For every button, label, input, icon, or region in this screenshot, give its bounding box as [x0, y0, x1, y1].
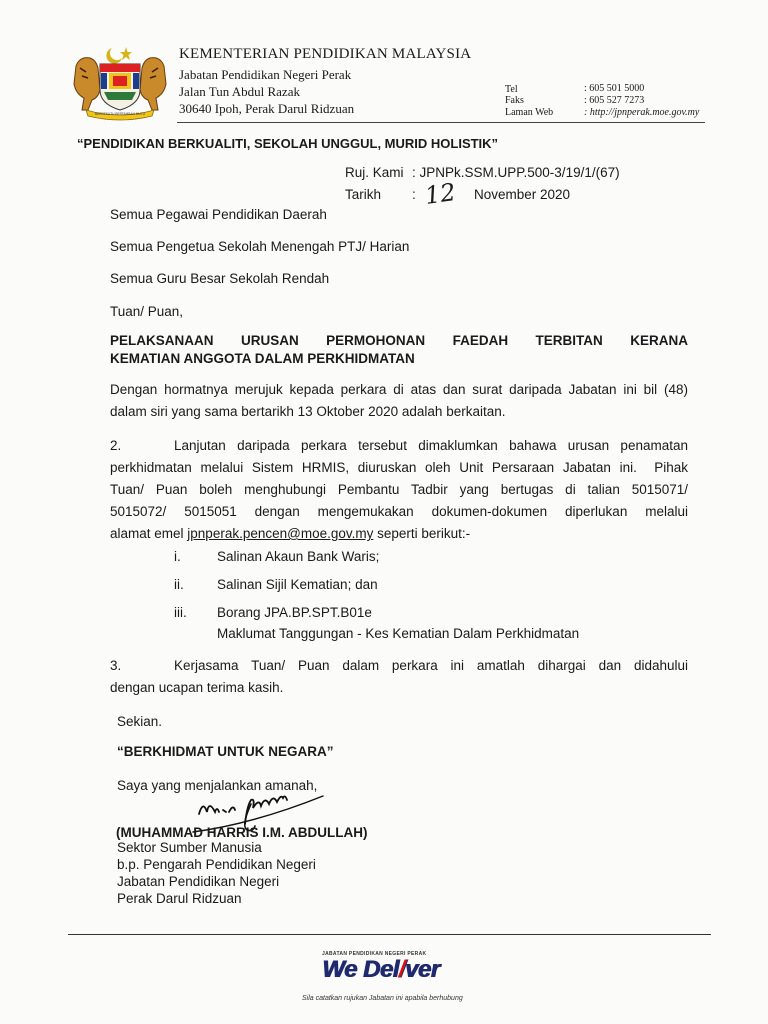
- paragraph-2-line-5: [110, 524, 470, 544]
- paragraph-2-line-5-pre: alamat emel: [110, 526, 188, 541]
- fax-value: : 605 527 7273: [584, 95, 645, 106]
- date-value: November 2020: [474, 187, 571, 202]
- list-item-3-number: iii.: [174, 605, 187, 620]
- signatory-title-1: Sektor Sumber Manusia: [117, 840, 262, 855]
- paragraph-2-number: 2.: [110, 438, 122, 453]
- paragraph-3-number: 3.: [110, 658, 122, 673]
- date-colon: :: [412, 187, 416, 202]
- date-label: Tarikh: [345, 187, 382, 202]
- paragraph-2-line-4: 5015072/ 5015051 dengan mengemukakan dokumen-dokumen diperlukan melalui: [110, 504, 688, 519]
- email-link[interactable]: jpnperak.pencen@moe.gov.my: [187, 526, 374, 541]
- list-item-2-number: ii.: [174, 577, 184, 592]
- website-label: Laman Web: [505, 107, 554, 118]
- address-line-2: Jalan Tun Abdul Razak: [179, 84, 300, 99]
- paragraph-2-line-2: perkhidmatan melalui Sistem HRMIS, diuruskan oleh Unit Persaraan Jabatan ini. Pihak: [110, 460, 688, 475]
- fax-label: Faks: [505, 95, 524, 106]
- motto: “PENDIDIKAN BERKUALITI, SEKOLAH UNGGUL, MURID HOLISTIK”: [77, 136, 499, 151]
- ministry-name: KEMENTERIAN PENDIDIKAN MALAYSIA: [179, 46, 472, 62]
- tel-value: : 605 501 5000: [584, 83, 645, 94]
- signatory-title-2: b.p. Pengarah Pendidikan Negeri: [117, 857, 316, 872]
- svg-text:BERSEKUTU BERTAMBAH MUTU: BERSEKUTU BERTAMBAH MUTU: [94, 112, 146, 116]
- signatory-name: (MUHAMMAD HARRIS I.M. ABDULLAH): [116, 825, 368, 840]
- list-item-3-subtext: Maklumat Tanggungan - Kes Kematian Dalam Perkhidmatan: [217, 626, 580, 641]
- paragraph-2-line-1: Lanjutan daripada perkara tersebut dimaklumkan bahawa urusan penamatan: [174, 438, 688, 453]
- recipient-3: Semua Guru Besar Sekolah Rendah: [110, 271, 330, 286]
- logo-part-2: ver: [404, 956, 440, 983]
- list-item-1-text: Salinan Akaun Bank Waris;: [217, 549, 380, 564]
- header-divider: [177, 122, 705, 123]
- we-deliver-logo: [322, 956, 439, 984]
- subject-line-2: KEMATIAN ANGGOTA DALAM PERKHIDMATAN: [110, 351, 415, 366]
- closing-slogan: “BERKHIDMAT UNTUK NEGARA”: [117, 744, 334, 759]
- salutation: Tuan/ Puan,: [110, 304, 184, 319]
- list-item-1-number: i.: [174, 549, 181, 564]
- logo-slash: /: [398, 956, 405, 983]
- reference-label: Ruj. Kami: [345, 165, 404, 180]
- list-item-2-text: Salinan Sijil Kematian; dan: [217, 577, 378, 592]
- paragraph-2-line-5-post: seperti berikut:-: [373, 526, 471, 541]
- paragraph-1: Dengan hormatnya merujuk kepada perkara di atas dan surat daripada Jabatan ini bil (48) dalam siri yang sama bertarikh 13 Oktober 2020 adalah berkaitan.: [110, 382, 688, 419]
- reference-value: : JPNPk.SSM.UPP.500-3/19/1/(67): [412, 165, 620, 180]
- signatory-title-3: Jabatan Pendidikan Negeri: [117, 874, 280, 889]
- list-item-3-text: Borang JPA.BP.SPT.B01e: [217, 605, 372, 620]
- date-handwritten-day: 12: [423, 178, 458, 210]
- signatory-title-4: Perak Darul Ridzuan: [117, 891, 242, 906]
- paragraph-3-line-1: Kerjasama Tuan/ Puan dalam perkara ini amatlah dihargai dan didahului: [174, 658, 688, 673]
- tel-label: Tel: [505, 84, 518, 95]
- paragraph-3-line-2: dengan ucapan terima kasih.: [110, 680, 284, 695]
- address-line-3: 30640 Ipoh, Perak Darul Ridzuan: [179, 101, 355, 116]
- footer-note: Sila catatkan rujukan Jabatan ini apabila berhubung: [302, 995, 463, 1002]
- footer-divider: [68, 934, 711, 935]
- paragraph-2-line-3: Tuan/ Puan boleh menghubungi Pembantu Tadbir yang bertugas di talian 5015071/: [110, 482, 688, 497]
- closing-sekian: Sekian.: [117, 714, 163, 729]
- subject-line-1: PELAKSANAAN URUSAN PERMOHONAN FAEDAH TERBITAN KERANA: [110, 333, 688, 348]
- footer-logo-caption: JABATAN PENDIDIKAN NEGERI PERAK: [322, 951, 427, 957]
- recipient-2: Semua Pengetua Sekolah Menengah PTJ/ Harian: [110, 239, 410, 254]
- subject-heading: [110, 332, 688, 368]
- malaysia-coat-of-arms-icon: [66, 44, 174, 122]
- closing-amanah: Saya yang menjalankan amanah,: [117, 778, 318, 793]
- address-line-1: Jabatan Pendidikan Negeri Perak: [179, 67, 352, 82]
- website-value: : http://jpnperak.moe.gov.my: [584, 107, 700, 118]
- logo-part-1: We Del: [322, 956, 399, 983]
- recipient-1: Semua Pegawai Pendidikan Daerah: [110, 207, 327, 222]
